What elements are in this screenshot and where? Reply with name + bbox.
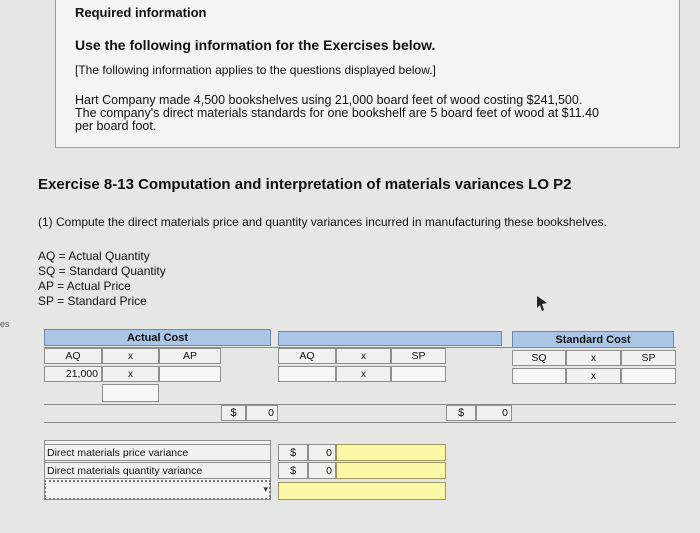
standard-cost-header: Standard Cost [512,331,674,348]
info-body-line: The company's direct materials standards for one bookshelf are 5 board feet of wood at $11.40 [75,106,599,120]
mid-blank-header [278,331,502,346]
actual-blank-input[interactable] [102,384,159,402]
info-body [75,94,655,133]
std-col-x-label: x [566,350,621,366]
quantity-variance-label: Direct materials quantity variance [44,462,271,479]
price-variance-dollar: $ [278,444,308,461]
mid-col-aq-label: AQ [278,348,336,364]
actual-total-dollar: $ [221,405,246,421]
question-text: (1) Compute the direct materials price and quantity variances incurred in manufacturing these bookshelves. [38,215,607,229]
legend-item: AQ = Actual Quantity [38,249,150,263]
quantity-variance-select[interactable] [336,462,446,479]
info-body-line: Hart Company made 4,500 bookshelves using 21,000 board feet of wood costing $241,500. [75,93,583,107]
extra-variance-input[interactable] [278,482,446,500]
col-x-label: x [102,348,159,364]
std-col-sq-label: SQ [512,350,566,366]
legend-item: AP = Actual Price [38,279,131,293]
chevron-down-icon[interactable]: ▾ [263,484,268,494]
abbreviation-legend [38,249,166,309]
aq-input[interactable]: 21,000 [44,366,102,382]
quantity-variance-dollar: $ [278,462,308,479]
mid-col-x-label: x [336,348,391,364]
price-variance-label: Direct materials price variance [44,444,271,461]
legend-item: SP = Standard Price [38,294,147,308]
ap-input[interactable] [159,366,221,382]
col-aq-label: AQ [44,348,102,364]
mid-times-sign: x [336,366,391,382]
std-times-sign: x [566,368,621,384]
info-body-line: per board foot. [75,119,157,133]
use-following-heading: Use the following information for the Exercises below. [75,37,436,53]
info-note: [The following information applies to the questions displayed below.] [75,63,436,77]
col-ap-label: AP [159,348,221,364]
mid-sp-input[interactable] [391,366,446,382]
mid-col-sp-label: SP [391,348,446,364]
std-sp-input[interactable] [621,368,676,384]
price-variance-value: 0 [308,444,336,461]
row-divider [44,404,676,405]
exercise-title: Exercise 8-13 Computation and interpretation of materials variances LO P2 [38,176,572,193]
std-col-sp-label: SP [621,350,676,366]
row-divider [44,422,676,423]
mid-aq-input[interactable] [278,366,336,382]
legend-item: SQ = Standard Quantity [38,264,166,278]
variance-select[interactable] [44,480,271,500]
side-text: es [0,319,10,329]
times-sign: x [102,366,159,382]
actual-cost-header: Actual Cost [44,329,271,346]
std-sq-input[interactable] [512,368,566,384]
quantity-variance-value: 0 [308,462,336,479]
mouse-cursor-icon [535,294,549,317]
actual-total-value: 0 [246,405,278,421]
mid-total-dollar: $ [446,405,476,421]
mid-total-value: 0 [476,405,512,421]
required-info-heading: Required information [75,5,207,20]
price-variance-select[interactable] [336,444,446,461]
